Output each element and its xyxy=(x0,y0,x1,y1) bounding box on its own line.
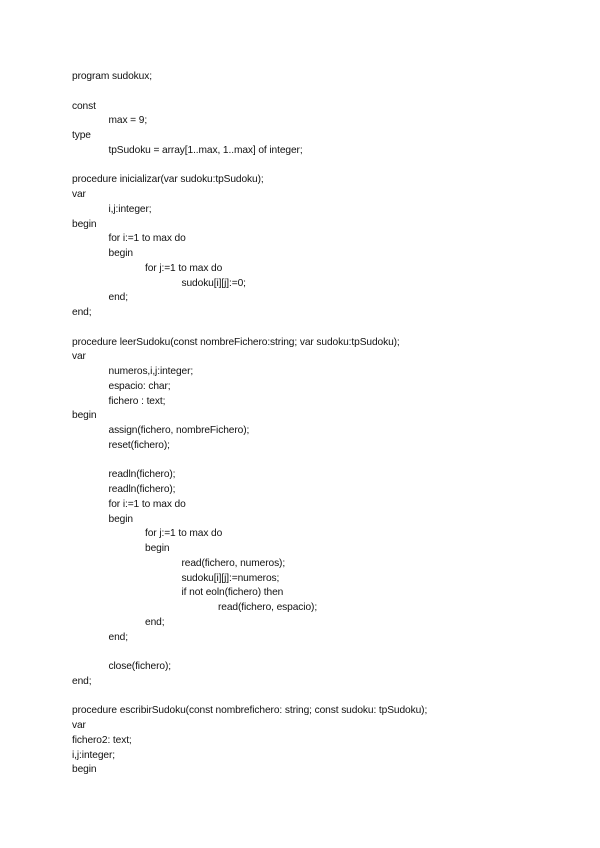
code-line: sudoku[i][j]:=numeros; xyxy=(181,572,280,584)
code-line: begin xyxy=(72,410,97,422)
code-line: end; xyxy=(145,616,165,628)
code-line: i,j:integer; xyxy=(72,749,115,761)
code-line: espacio: char; xyxy=(108,380,171,392)
code-line: begin xyxy=(108,248,133,259)
code-line: assign(fichero, nombreFichero); xyxy=(108,425,250,436)
blank-line xyxy=(72,85,592,100)
code-line: max = 9; xyxy=(108,115,148,127)
code-line: fichero2: text; xyxy=(72,734,132,746)
code-line: if not eoln(fichero) then xyxy=(181,587,284,599)
code-line: type xyxy=(72,130,91,141)
code-line: end; xyxy=(108,631,128,643)
blank-line xyxy=(72,159,592,174)
blank-line xyxy=(72,690,592,705)
code-line: end; xyxy=(72,675,92,687)
code-line: i,j:integer; xyxy=(108,203,152,215)
code-line: for j:=1 to max do xyxy=(145,528,223,540)
code-line: var xyxy=(72,720,86,731)
code-line: reset(fichero); xyxy=(108,439,170,451)
code-line: for i:=1 to max do xyxy=(108,498,186,510)
code-line: for i:=1 to max do xyxy=(108,233,186,245)
code-listing xyxy=(72,70,592,778)
code-line: readln(fichero); xyxy=(108,469,176,481)
code-line: end; xyxy=(108,292,128,304)
code-line: readln(fichero); xyxy=(108,484,176,495)
code-line: const xyxy=(72,100,96,112)
code-line: close(fichero); xyxy=(108,661,171,672)
code-line: fichero : text; xyxy=(108,395,166,407)
code-line: procedure escribirSudoku(const nombrefichero: string; const sudoku: tpSudoku); xyxy=(72,705,428,717)
code-line: read(fichero, numeros); xyxy=(181,557,286,569)
blank-line xyxy=(72,454,592,469)
code-line: var xyxy=(72,189,86,200)
code-line: procedure inicializar(var sudoku:tpSudoku); xyxy=(72,174,264,186)
code-line: begin xyxy=(72,218,97,230)
code-line: sudoku[i][j]:=0; xyxy=(181,277,246,289)
blank-line xyxy=(72,645,592,660)
code-line: numeros,i,j:integer; xyxy=(108,366,194,377)
code-line: end; xyxy=(72,307,92,318)
code-line: begin xyxy=(72,764,97,776)
code-line: for j:=1 to max do xyxy=(145,262,223,274)
code-line: begin xyxy=(145,543,170,554)
blank-line xyxy=(72,321,592,336)
code-line: var xyxy=(72,351,86,363)
code-line: program sudokux; xyxy=(72,71,152,82)
code-line: procedure leerSudoku(const nombreFichero:string; var sudoku:tpSudoku); xyxy=(72,336,400,348)
code-line: begin xyxy=(108,513,133,525)
code-line: read(fichero, espacio); xyxy=(218,602,318,613)
code-line: tpSudoku = array[1..max, 1..max] of integer; xyxy=(108,144,303,156)
